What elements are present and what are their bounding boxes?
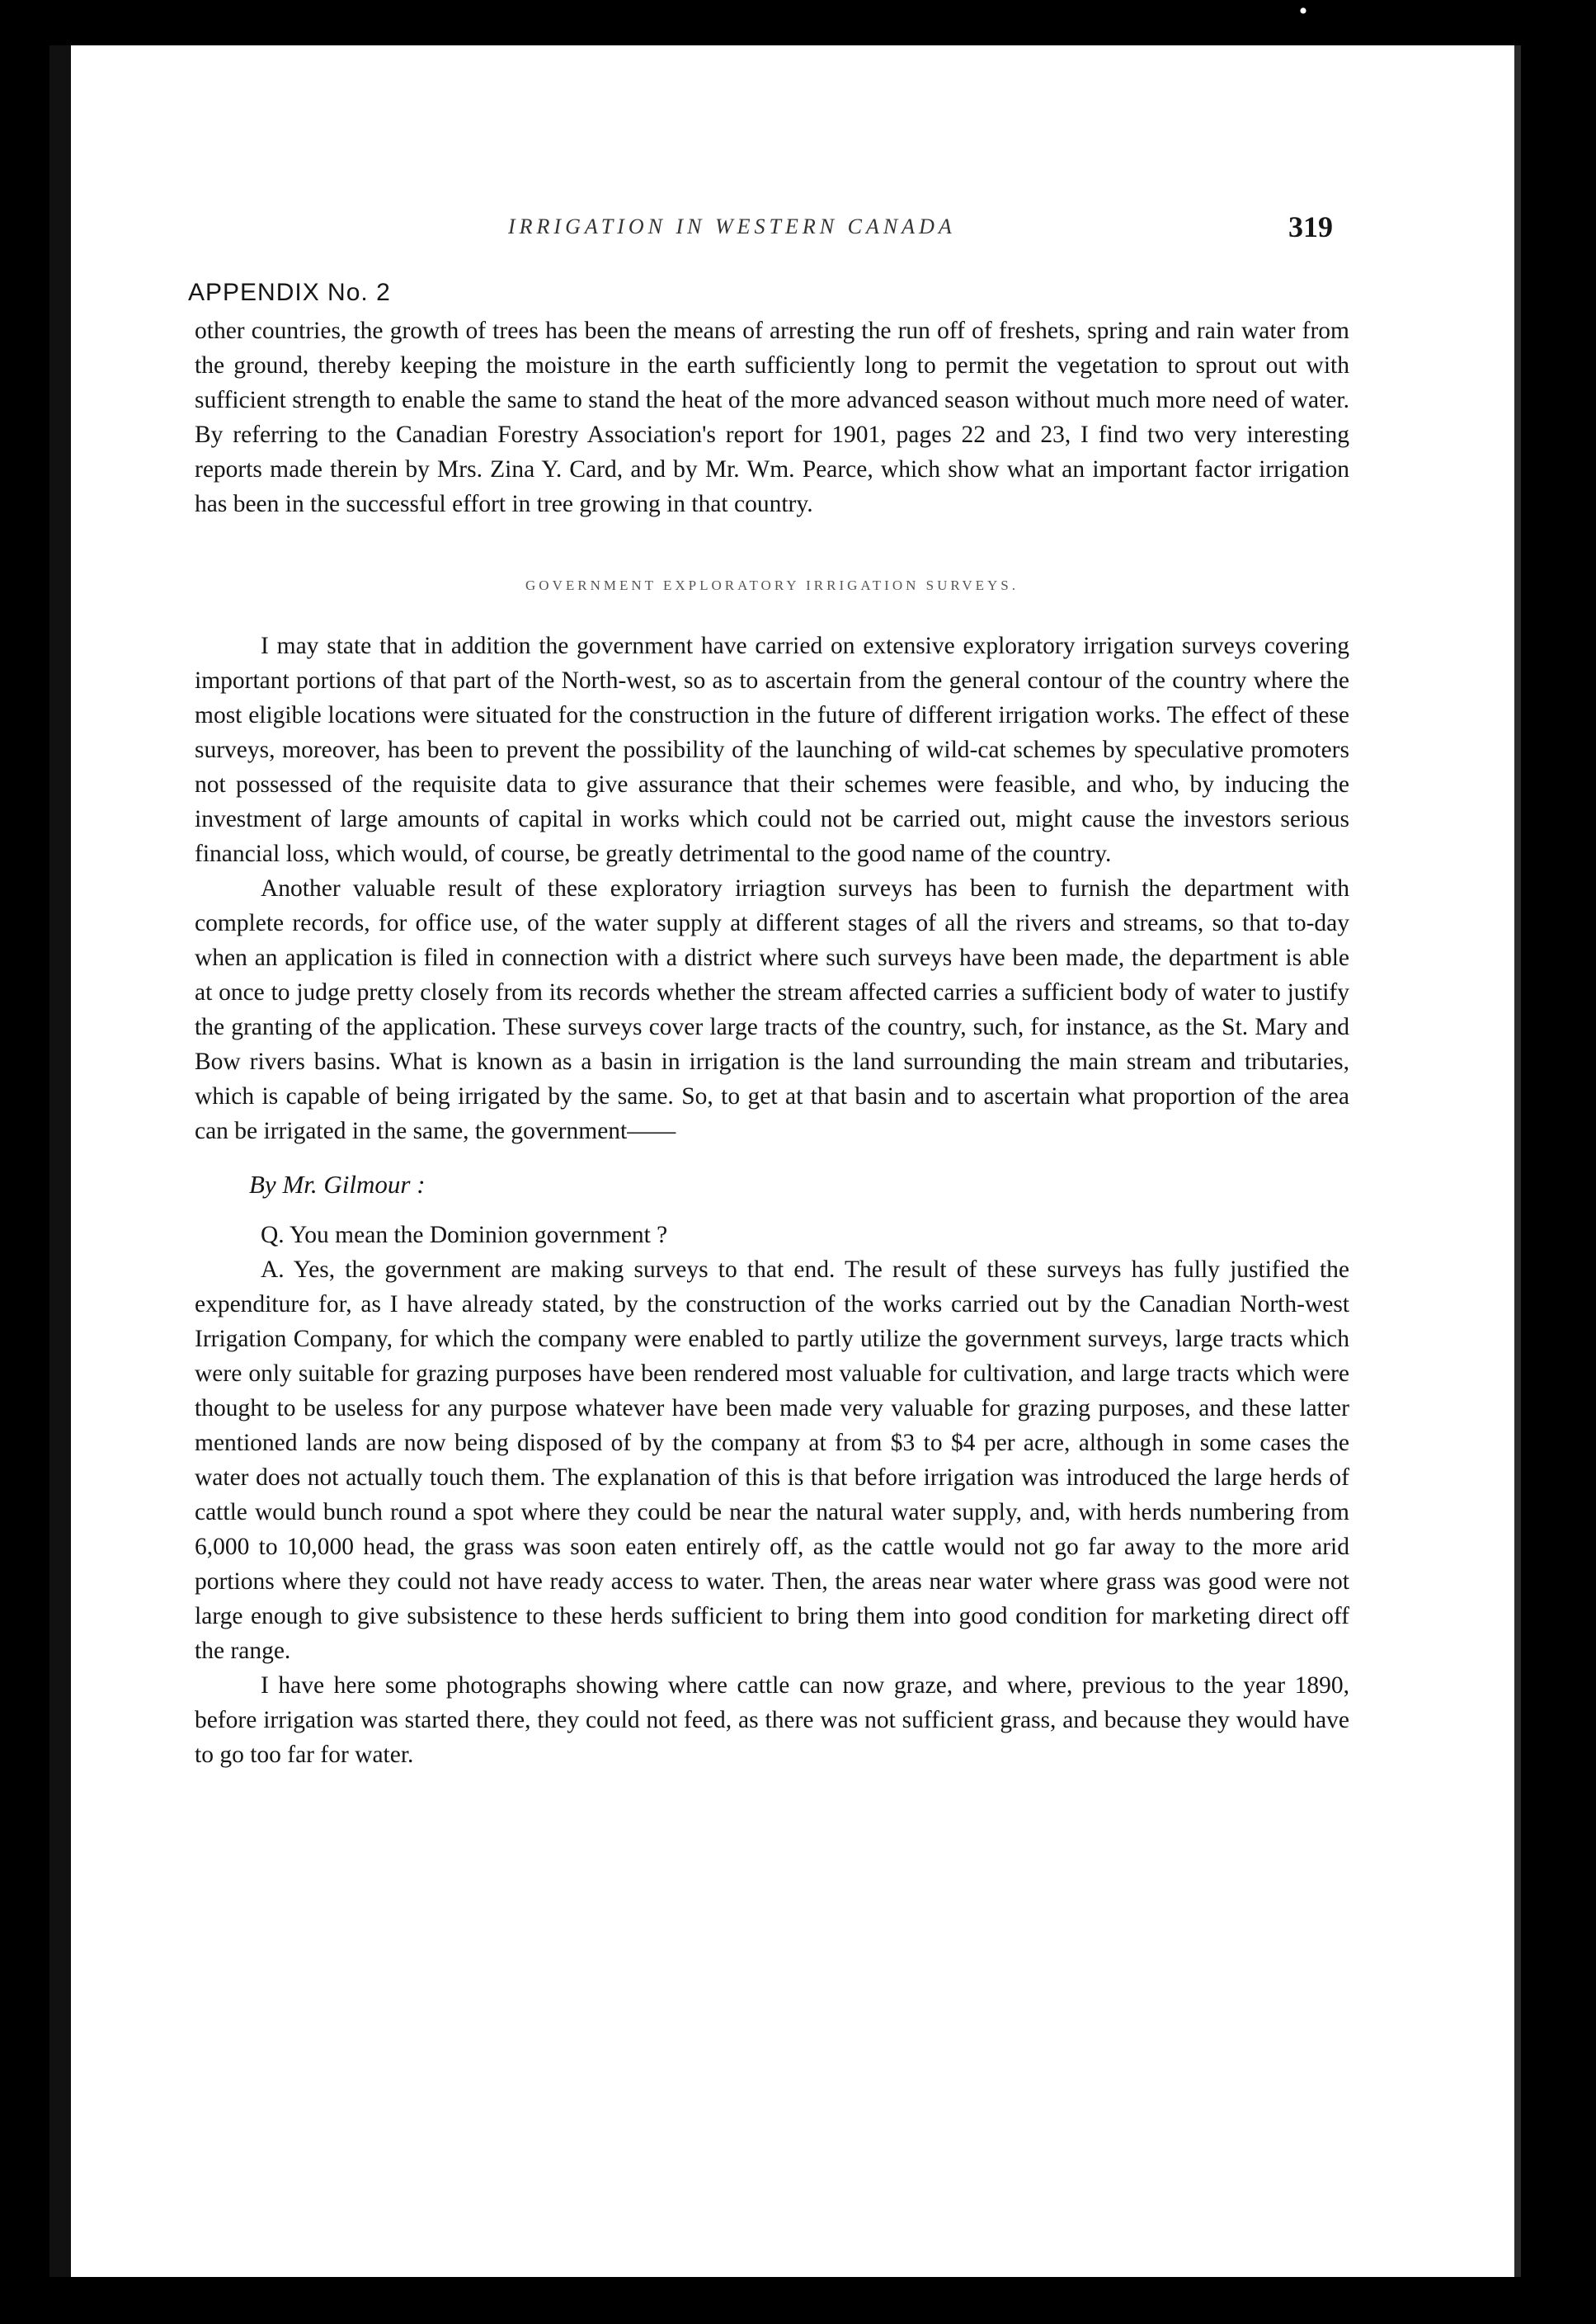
appendix-label: APPENDIX No. 2 <box>188 279 391 306</box>
scan-corner-mark: • <box>1298 0 1308 25</box>
speaker-label: By Mr. Gilmour : <box>249 1170 426 1199</box>
paragraph-surveys: I may state that in addition the government have carried on extensive exploratory irrigation surveys covering important portions of that part of the North-west, so as to ascertain from the general contour of the country where the most eligible locations were situated for the construction in the future of different irrigation works. The effect of these surveys, moreover, has been to prevent the possibility of the launching of wild-cat schemes by speculative promoters not possessed of the requisite data to give assurance that their schemes were feasible, and who, by inducing the investment of large amounts of capital in works which could not be carried out, might cause the investors serious financial loss, which would, of course, be greatly detrimental to the good name of the country. <box>195 633 1349 867</box>
question-text: Q. You mean the Dominion government ? <box>261 1222 668 1248</box>
paragraph-continuation: other countries, the growth of trees has been the means of arresting the run off of freshets, spring and rain water from the ground, thereby keeping the moisture in the earth sufficiently long to permit the vegetation to sprout out with sufficient strength to enable the same to stand the heat of the more advanced season without much more need of water. By referring to the Canadian Forestry Association's report for 1901, pages 22 and 23, I find two very interesting reports made therein by Mrs. Zina Y. Card, and by Mr. Wm. Pearce, which show what an important factor irrigation has been in the successful effort in tree growing in that country. <box>195 318 1349 517</box>
paragraph-photographs: I have here some photographs showing where cattle can now graze, and where, previous to the year 1890, before irrigation was started there, they could not feed, as there was not sufficient grass, and because they would have to go too far for water. <box>195 1672 1349 1768</box>
page-number: 319 <box>1288 210 1333 243</box>
page-header <box>195 206 1349 247</box>
answer-text: A. Yes, the government are making surveys to that end. The result of these surveys has fully justified the expenditure for, as I have already stated, by the construction of the works carried out by the Canadian North-west Irrigation Company, for which the company were enabled to partly utilize the government surveys, large tracts which were only suitable for grazing purposes have been rendered most valuable for cultivation, and large tracts which were thought to be useless for any purpose whatever have been made very valuable for grazing purposes, and these latter mentioned lands are now being disposed of by the company at from $3 to $4 per acre, although in some cases the water does not actually touch them. The explanation of this is that before irrigation was introduced the large herds of cattle would bunch round a spot where they could be near the natural water supply, and, with herds numbering from 6,000 to 10,000 head, the grass was soon eaten entirely off, as the cattle would not go far away to the more arid portions where they could not have ready access to water. Then, the areas near water where grass was good were not large enough to give subsistence to these herds sufficient to bring them into good condition for marketing direct off the range. <box>195 1256 1349 1664</box>
page-content <box>188 206 1349 1772</box>
paragraph-records: Another valuable result of these exploratory irriagtion surveys has been to furnish the department with complete records, for office use, of the water supply at different stages of all the rivers and streams, so that to-day when an application is filed in connection with a district where such surveys have been made, the department is able at once to judge pretty closely from its records whether the stream affected carries a sufficient body of water to justify the granting of the application. These surveys cover large tracts of the country, such, for instance, as the St. Mary and Bow rivers basins. What is known as a basin in irrigation is the land surrounding the main stream and tributaries, which is capable of being irrigated by the same. So, to get at that basin and to ascertain what proportion of the area can be irrigated in the same, the government—— <box>195 875 1349 1144</box>
section-heading: GOVERNMENT EXPLORATORY IRRIGATION SURVEYS. <box>525 577 1019 593</box>
running-title: IRRIGATION IN WESTERN CANADA <box>508 214 956 238</box>
page-edge-shadow <box>1514 45 1521 2277</box>
